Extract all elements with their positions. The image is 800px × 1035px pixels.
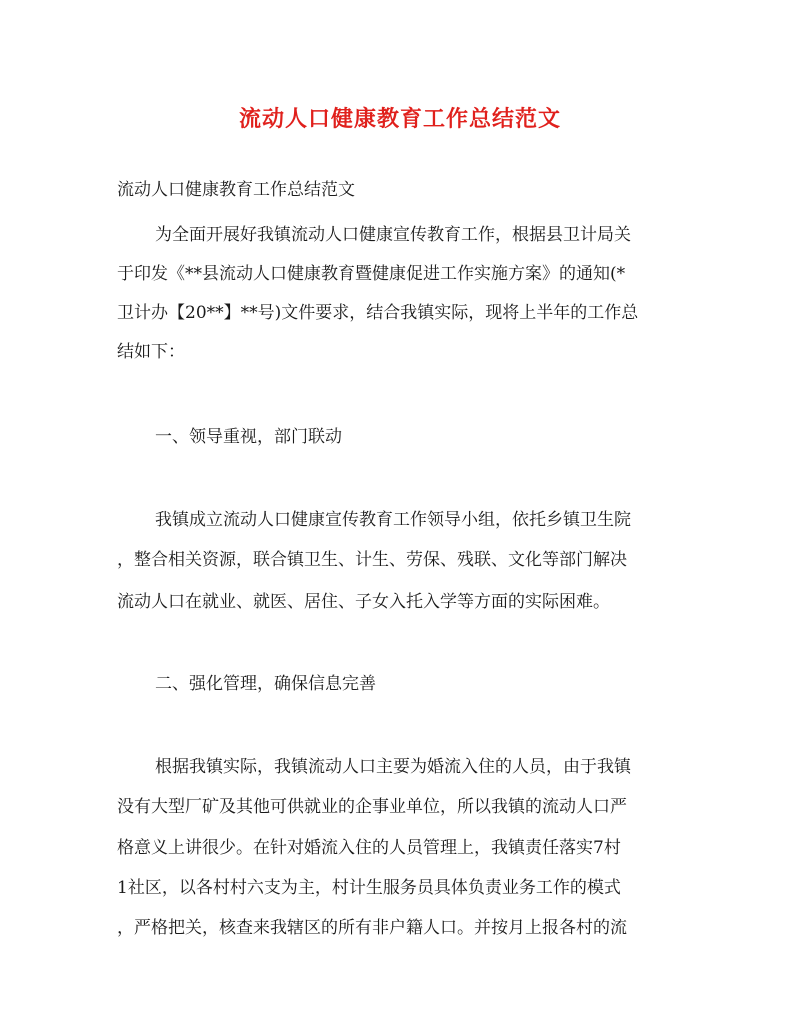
paragraph-2-line-3: 流动人口在就业、就医、居住、子女入托入学等方面的实际困难。 <box>117 592 610 612</box>
paragraph-3-line-3: 格意义上讲很少。在针对婚流入住的人员管理上，我镇责任落实7村 <box>117 838 621 858</box>
paragraph-3-line-1: 根据我镇实际，我镇流动人口主要为婚流入住的人员，由于我镇 <box>155 757 631 777</box>
paragraph-1-line-1: 为全面开展好我镇流动人口健康宣传教育工作，根据县卫计局关 <box>155 225 631 245</box>
paragraph-3-line-4: 1社区，以各村村六支为主，村计生服务员具体负责业务工作的模式 <box>117 878 621 898</box>
section-heading-2: 二、强化管理，确保信息完善 <box>155 674 376 694</box>
document-title: 流动人口健康教育工作总结范文 <box>238 106 561 132</box>
document-subtitle: 流动人口健康教育工作总结范文 <box>117 180 355 200</box>
paragraph-2-line-2: ，整合相关资源，联合镇卫生、计生、劳保、残联、文化等部门解决 <box>117 550 627 570</box>
paragraph-3-line-2: 没有大型厂矿及其他可供就业的企事业单位，所以我镇的流动人口严 <box>117 797 627 817</box>
paragraph-2-line-1: 我镇成立流动人口健康宣传教育工作领导小组，依托乡镇卫生院 <box>155 510 631 530</box>
paragraph-1-line-2: 于印发《**县流动人口健康教育暨健康促进工作实施方案》的通知(* <box>117 264 626 284</box>
paragraph-3-line-5: ，严格把关，核查来我辖区的所有非户籍人口。并按月上报各村的流 <box>117 918 627 938</box>
section-heading-1: 一、领导重视，部门联动 <box>155 427 342 447</box>
paragraph-1-line-4: 结如下： <box>117 342 185 362</box>
paragraph-1-line-3: 卫计办【20**】**号)文件要求，结合我镇实际，现将上半年的工作总 <box>117 303 639 323</box>
